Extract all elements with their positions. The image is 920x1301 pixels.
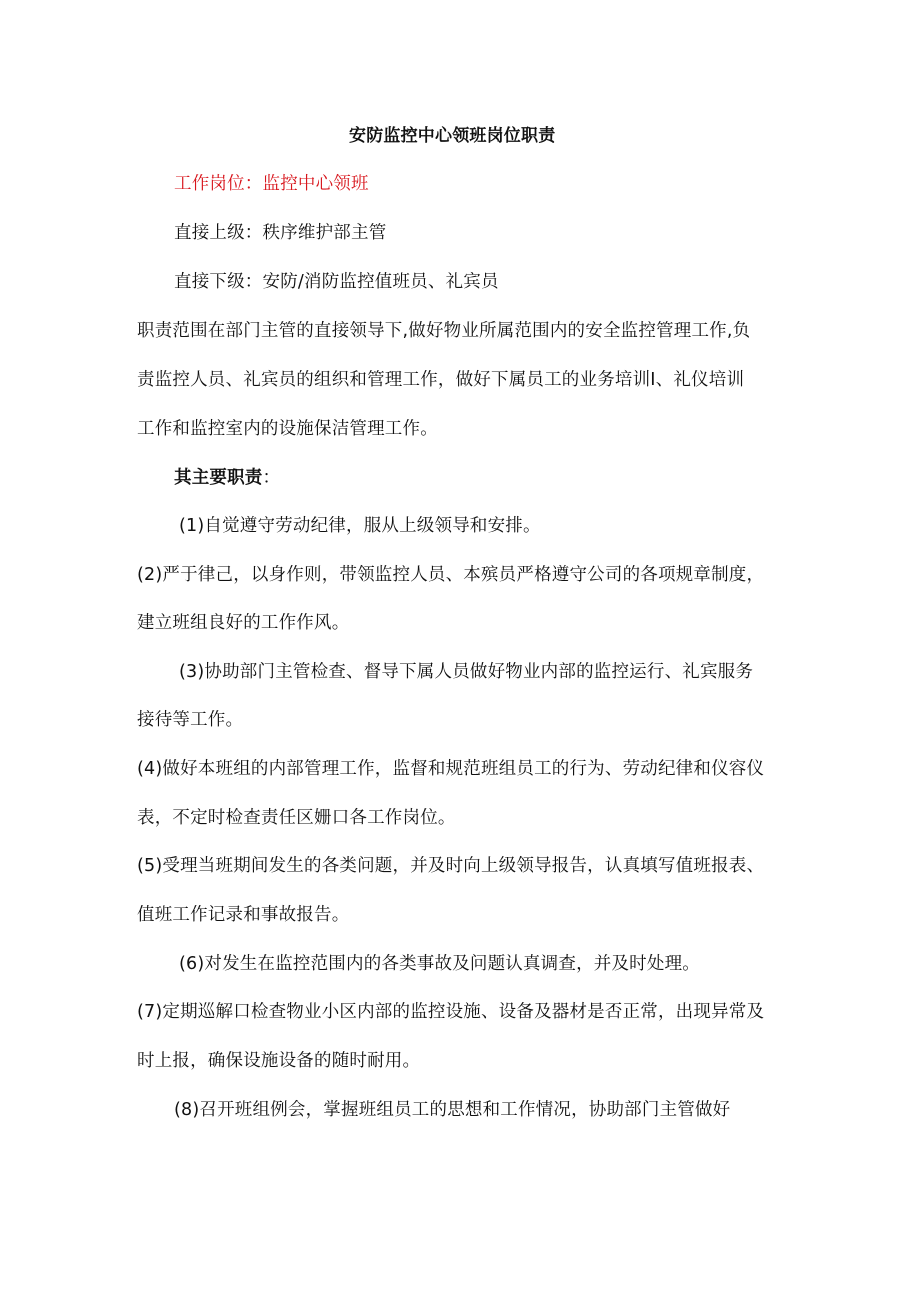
subordinate-line: 直接下级：安防/消防监控值班员、礼宾员 [174,272,499,292]
scope-line: 责监控人员、礼宾员的组织和管理工作，做好下属员工的业务培训I、礼仪培训 [137,370,745,390]
duty-line: 表，不定时检查责任区姗口各工作岗位。 [137,808,456,828]
duty-line: (8)召开班组例会，掌握班组员工的思想和工作情况，协助部门主管做好 [174,1100,731,1120]
duties-heading [174,466,280,490]
position-line: 工作岗位：监控中心领班 [174,174,369,194]
document-title: 安防监控中心领班岗位职责 [349,126,556,146]
duty-line: 接待等工作。 [137,710,244,730]
duty-line: 值班工作记录和事故报告。 [137,905,350,925]
duties-heading-colon: ： [262,468,281,488]
scope-line: 职责范围在部门主管的直接领导下,做好物业所属范围内的安全监控管理工作,负 [137,321,751,341]
duty-line: (1)自觉遵守劳动纪律，服从上级领导和安排。 [179,516,541,536]
superior-line: 直接上级：秩序维护部主管 [174,223,387,243]
duty-line: (5)受理当班期间发生的各类问题，并及时向上级领导报告，认真填写值班报表、 [137,856,765,876]
duties-heading-text: 其主要职责 [174,468,263,488]
duty-line: (3)协助部门主管检查、督导下属人员做好物业内部的监控运行、礼宾服务 [179,662,754,682]
duty-line: (4)做好本班组的内部管理工作，监督和规范班组员工的行为、劳动纪律和仪容仪 [137,759,765,779]
duty-line: (2)严于律己，以身作则，带领监控人员、本殡员严格遵守公司的各项规章制度， [137,565,765,585]
scope-line: 工作和监控室内的设施保洁管理工作。 [137,419,438,439]
duty-line: (6)对发生在监控范围内的各类事故及问题认真调查，并及时处理。 [179,954,700,974]
duty-line: (7)定期巡解口检查物业小区内部的监控设施、设备及器材是否正常，出现异常及 [137,1002,765,1022]
duty-line: 建立班组良好的工作作风。 [137,613,350,633]
duty-line: 时上报，确保设施设备的随时耐用。 [137,1051,421,1071]
